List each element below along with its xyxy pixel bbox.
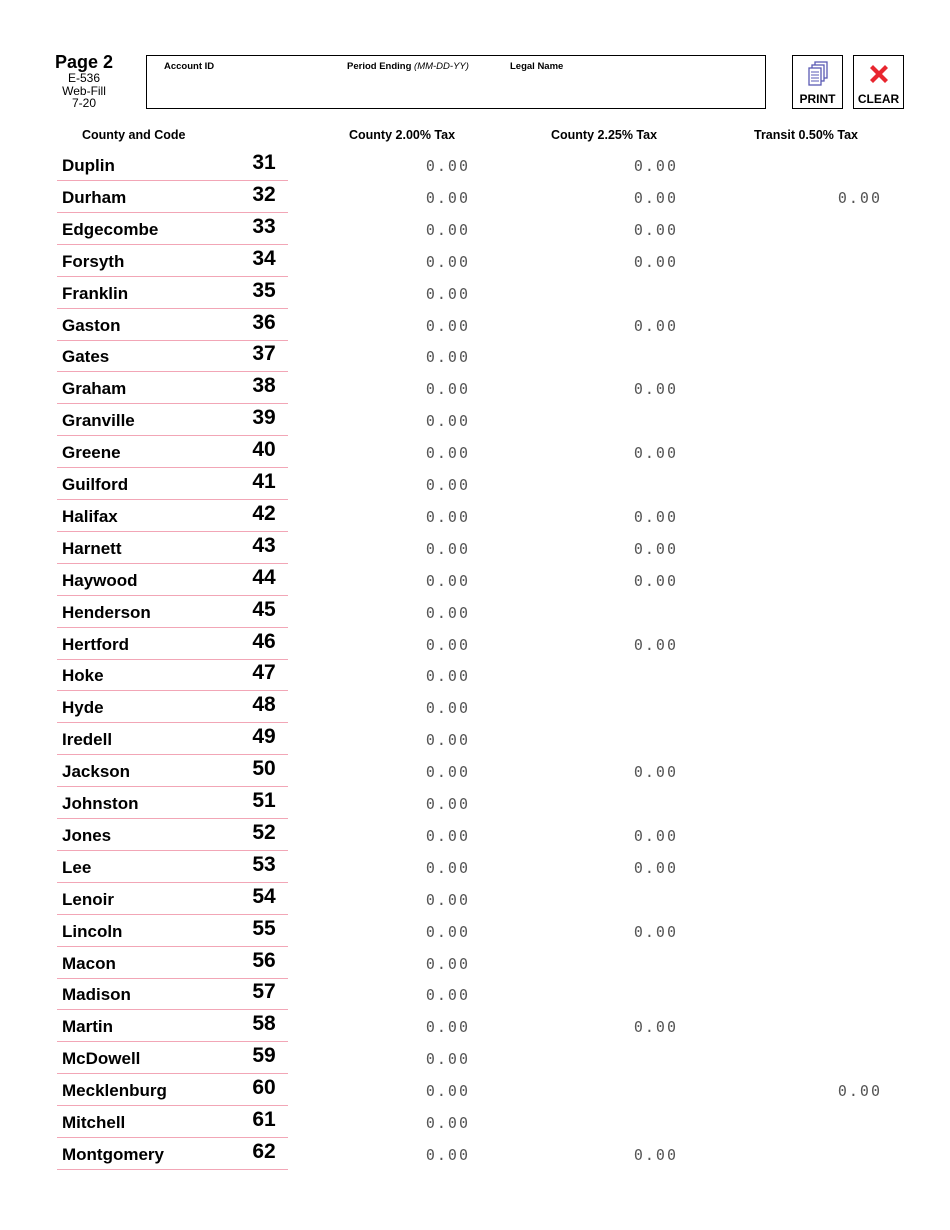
row-divider xyxy=(57,946,288,947)
county-2-25-amount[interactable]: 0.00 xyxy=(633,858,678,877)
print-label: PRINT xyxy=(799,92,836,106)
transit-0-50-amount[interactable]: 0.00 xyxy=(837,1082,882,1101)
county-code: 32 xyxy=(252,182,276,206)
county-2-25-amount[interactable]: 0.00 xyxy=(633,635,678,654)
county-2-00-amount[interactable]: 0.00 xyxy=(425,795,470,813)
row-divider xyxy=(57,690,288,691)
county-name: Edgecombe xyxy=(62,219,159,239)
row-divider xyxy=(57,499,288,500)
account-id-field[interactable] xyxy=(161,74,345,108)
table-row xyxy=(0,565,950,597)
county-code: 53 xyxy=(252,852,276,876)
county-name: Franklin xyxy=(62,283,129,303)
row-divider xyxy=(57,212,288,213)
county-code: 38 xyxy=(252,374,276,398)
county-code: 52 xyxy=(252,820,276,844)
county-code: 45 xyxy=(252,597,276,621)
county-name: Forsyth xyxy=(62,251,125,271)
form-number: E-536 xyxy=(67,71,101,85)
county-code: 61 xyxy=(252,1108,276,1131)
table-row xyxy=(0,979,950,1011)
county-2-25-amount[interactable]: 0.00 xyxy=(633,316,678,335)
county-2-00-amount[interactable]: 0.00 xyxy=(425,603,470,622)
county-code: 47 xyxy=(252,661,276,685)
county-name: Lincoln xyxy=(62,921,123,941)
county-2-00-amount[interactable]: 0.00 xyxy=(425,380,470,399)
table-row xyxy=(0,1107,950,1139)
table-row xyxy=(0,373,950,405)
county-2-00-amount[interactable]: 0.00 xyxy=(425,986,470,1005)
legal-name-label: Legal Name xyxy=(510,61,564,72)
table-row xyxy=(0,597,950,629)
table-row xyxy=(0,660,950,692)
period-ending-field[interactable] xyxy=(345,74,509,108)
county-name: Harnett xyxy=(62,538,122,558)
county-2-00-amount[interactable]: 0.00 xyxy=(425,220,470,239)
county-2-00-amount[interactable]: 0.00 xyxy=(425,922,470,941)
county-name: Graham xyxy=(62,379,127,399)
county-name: Guilford xyxy=(62,475,129,494)
clear-button[interactable] xyxy=(853,55,904,109)
county-2-00-amount[interactable]: 0.00 xyxy=(425,348,470,367)
row-divider xyxy=(57,595,288,596)
row-divider xyxy=(57,180,288,181)
county-name: Jackson xyxy=(62,762,131,782)
table-row xyxy=(0,788,950,820)
county-2-25-amount[interactable]: 0.00 xyxy=(633,444,678,463)
row-divider xyxy=(57,882,288,883)
county-name: Lee xyxy=(62,857,92,877)
county-code: 31 xyxy=(252,151,276,174)
county-2-25-amount[interactable]: 0.00 xyxy=(633,1018,678,1037)
county-2-00-amount[interactable]: 0.00 xyxy=(425,316,470,335)
county-code: 43 xyxy=(252,533,276,557)
county-name: Macon xyxy=(62,953,116,973)
county-code: 39 xyxy=(252,406,276,430)
row-divider xyxy=(57,978,288,979)
row-divider xyxy=(57,563,288,564)
county-code: 36 xyxy=(252,310,276,334)
county-code: 57 xyxy=(252,980,276,1004)
row-divider xyxy=(57,435,288,436)
transit-0-50-amount[interactable]: 0.00 xyxy=(837,188,882,207)
county-code: 33 xyxy=(252,214,276,238)
row-divider xyxy=(57,754,288,755)
county-2-00-amount[interactable]: 0.00 xyxy=(425,763,470,782)
county-name: Duplin xyxy=(62,156,115,175)
row-divider xyxy=(57,467,288,468)
county-name: McDowell xyxy=(62,1049,141,1069)
county-2-00-amount[interactable]: 0.00 xyxy=(425,284,470,303)
county-name: Mecklenburg xyxy=(62,1081,167,1101)
county-2-00-amount[interactable]: 0.00 xyxy=(425,890,470,909)
county-code: 56 xyxy=(252,948,276,972)
row-divider xyxy=(57,340,288,341)
table-row xyxy=(0,246,950,278)
county-code: 59 xyxy=(252,1044,276,1068)
print-icon xyxy=(793,61,842,92)
county-2-00-amount[interactable]: 0.00 xyxy=(425,1082,470,1101)
county-code: 46 xyxy=(252,629,276,653)
county-code: 44 xyxy=(252,565,276,589)
county-2-25-amount[interactable]: 0.00 xyxy=(633,1145,678,1164)
table-row xyxy=(0,341,950,373)
row-divider xyxy=(57,244,288,245)
table-row xyxy=(0,214,950,246)
county-code: 54 xyxy=(252,884,276,908)
county-code: 34 xyxy=(252,246,276,270)
row-divider xyxy=(57,818,288,819)
page-title: Page 2 xyxy=(54,52,114,72)
county-2-00-amount[interactable]: 0.00 xyxy=(425,507,470,526)
table-row xyxy=(0,405,950,437)
table-row xyxy=(0,948,950,980)
county-2-00-amount[interactable]: 0.00 xyxy=(425,954,470,973)
row-divider xyxy=(57,1041,288,1042)
period-ending-label: Period Ending (MM-DD-YY) xyxy=(347,61,469,72)
county-name: Gaston xyxy=(62,315,121,335)
county-2-00-heading: County 2.00% Tax xyxy=(349,128,456,142)
county-name: Haywood xyxy=(62,570,138,590)
row-divider xyxy=(57,786,288,787)
county-2-00-amount[interactable]: 0.00 xyxy=(425,252,470,271)
taxpayer-info-box xyxy=(146,55,766,109)
county-2-00-amount[interactable]: 0.00 xyxy=(425,157,470,175)
county-name: Halifax xyxy=(62,506,118,526)
county-code: 42 xyxy=(252,501,276,525)
county-code: 35 xyxy=(252,278,276,302)
county-2-25-amount[interactable]: 0.00 xyxy=(633,220,678,239)
county-2-00-amount[interactable]: 0.00 xyxy=(425,188,470,207)
county-name: Mitchell xyxy=(62,1113,126,1132)
row-divider xyxy=(57,627,288,628)
table-row xyxy=(0,310,950,342)
county-2-25-amount[interactable]: 0.00 xyxy=(633,922,678,941)
table-row xyxy=(0,150,950,182)
county-name: Henderson xyxy=(62,602,151,622)
county-code-heading: County and Code xyxy=(82,128,186,142)
county-2-00-amount[interactable]: 0.00 xyxy=(425,731,470,750)
county-code: 51 xyxy=(252,789,276,812)
county-name: Hoke xyxy=(62,666,104,686)
county-code: 50 xyxy=(252,757,276,781)
county-name: Montgomery xyxy=(62,1144,164,1164)
county-2-00-amount[interactable]: 0.00 xyxy=(425,635,470,654)
county-2-00-amount[interactable]: 0.00 xyxy=(425,1050,470,1069)
county-2-00-amount[interactable]: 0.00 xyxy=(425,444,470,463)
clear-label: CLEAR xyxy=(857,92,900,106)
county-name: Granville xyxy=(62,411,135,431)
row-divider xyxy=(57,1009,288,1010)
county-2-00-amount[interactable]: 0.00 xyxy=(425,571,470,590)
county-2-25-amount[interactable]: 0.00 xyxy=(633,826,678,845)
county-name: Hertford xyxy=(62,634,130,654)
row-divider xyxy=(57,403,288,404)
county-2-00-amount[interactable]: 0.00 xyxy=(425,539,470,558)
county-name: Gates xyxy=(62,347,110,367)
table-row xyxy=(0,1075,950,1107)
county-code: 37 xyxy=(252,342,276,366)
form-variant: Web-Fill xyxy=(62,83,106,98)
row-divider xyxy=(57,1105,288,1106)
county-2-00-amount[interactable]: 0.00 xyxy=(425,826,470,845)
county-name: Hyde xyxy=(62,698,104,718)
page-identifier xyxy=(44,52,124,110)
row-divider xyxy=(57,308,288,309)
table-row xyxy=(0,278,950,310)
county-name: Iredell xyxy=(62,730,113,750)
county-2-00-amount[interactable]: 0.00 xyxy=(425,858,470,877)
county-2-25-amount[interactable]: 0.00 xyxy=(633,507,678,526)
county-name: Durham xyxy=(62,187,127,207)
table-row xyxy=(0,724,950,756)
county-2-25-heading: County 2.25% Tax xyxy=(551,128,658,142)
county-2-00-amount[interactable]: 0.00 xyxy=(425,1145,470,1164)
account-id-label: Account ID xyxy=(164,61,215,72)
county-name: Johnston xyxy=(62,794,139,813)
county-2-25-amount[interactable]: 0.00 xyxy=(633,188,678,207)
row-divider xyxy=(57,1137,288,1138)
county-code: 62 xyxy=(252,1139,276,1163)
row-divider xyxy=(57,659,288,660)
table-row xyxy=(0,1011,950,1043)
table-row xyxy=(0,820,950,852)
form-revision: 7-20 xyxy=(71,96,97,110)
table-row xyxy=(0,884,950,916)
row-divider xyxy=(57,722,288,723)
county-2-00-amount[interactable]: 0.00 xyxy=(425,667,470,686)
county-name: Madison xyxy=(62,985,131,1005)
table-row xyxy=(0,692,950,724)
row-divider xyxy=(57,531,288,532)
county-2-25-amount[interactable]: 0.00 xyxy=(633,157,678,175)
table-row xyxy=(0,1139,950,1171)
table-row xyxy=(0,533,950,565)
table-row xyxy=(0,756,950,788)
row-divider xyxy=(57,1169,288,1170)
county-code: 41 xyxy=(252,470,276,493)
county-code: 49 xyxy=(252,725,276,749)
county-2-25-amount[interactable]: 0.00 xyxy=(633,763,678,782)
county-code: 58 xyxy=(252,1012,276,1036)
table-row xyxy=(0,437,950,469)
row-divider xyxy=(57,371,288,372)
county-2-00-amount[interactable]: 0.00 xyxy=(425,476,470,494)
county-2-00-amount[interactable]: 0.00 xyxy=(425,1018,470,1037)
county-code: 48 xyxy=(252,693,276,717)
legal-name-field[interactable] xyxy=(508,74,764,108)
table-row xyxy=(0,852,950,884)
county-2-00-amount[interactable]: 0.00 xyxy=(425,412,470,431)
county-2-25-amount[interactable]: 0.00 xyxy=(633,571,678,590)
row-divider xyxy=(57,1073,288,1074)
county-2-25-amount[interactable]: 0.00 xyxy=(633,539,678,558)
county-name: Martin xyxy=(62,1017,113,1037)
transit-0-50-heading: Transit 0.50% Tax xyxy=(754,128,858,142)
clear-x-icon xyxy=(854,61,903,92)
county-code: 60 xyxy=(252,1076,276,1100)
county-name: Greene xyxy=(62,443,121,463)
table-row xyxy=(0,182,950,214)
print-button[interactable] xyxy=(792,55,843,109)
county-2-00-amount[interactable]: 0.00 xyxy=(425,1114,470,1132)
county-code: 40 xyxy=(252,438,276,462)
row-divider xyxy=(57,276,288,277)
row-divider xyxy=(57,914,288,915)
table-row xyxy=(0,916,950,948)
row-divider xyxy=(57,850,288,851)
county-2-00-amount[interactable]: 0.00 xyxy=(425,699,470,718)
period-format-hint: (MM-DD-YY) xyxy=(414,61,469,72)
table-row xyxy=(0,1043,950,1075)
county-code: 55 xyxy=(252,916,276,940)
table-row xyxy=(0,629,950,661)
county-2-25-amount[interactable]: 0.00 xyxy=(633,252,678,271)
table-row xyxy=(0,469,950,501)
county-name: Lenoir xyxy=(62,889,114,909)
table-row xyxy=(0,501,950,533)
county-2-25-amount[interactable]: 0.00 xyxy=(633,380,678,399)
county-name: Jones xyxy=(62,825,112,845)
